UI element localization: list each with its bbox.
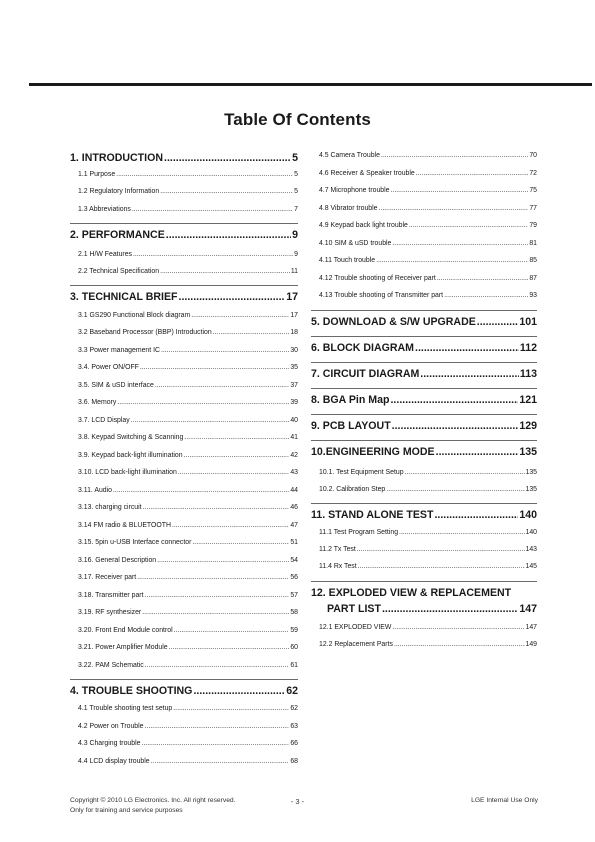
toc-subentry[interactable] xyxy=(70,539,298,549)
toc-entry-title: 3.19. RF synthesizer xyxy=(78,609,142,616)
toc-page-number: 140 xyxy=(519,509,537,521)
toc-dot-leader xyxy=(193,685,285,697)
toc-dot-leader xyxy=(184,452,290,459)
toc-entry-title: 3.5. SIM & uSD interface xyxy=(78,382,154,389)
toc-dot-leader xyxy=(174,627,290,634)
toc-dot-leader xyxy=(133,251,293,258)
toc-entry-title: 3.21. Power Amplifier Module xyxy=(78,644,168,651)
toc-subentry[interactable] xyxy=(70,469,298,479)
toc-subentry[interactable] xyxy=(70,644,298,654)
toc-dot-leader xyxy=(420,368,519,380)
toc-subentry[interactable] xyxy=(311,205,537,215)
toc-page-number: 70 xyxy=(529,152,537,159)
toc-page-number: 61 xyxy=(290,662,298,669)
toc-subentry[interactable] xyxy=(311,292,537,302)
toc-dot-leader xyxy=(145,662,290,669)
toc-dot-leader xyxy=(378,205,528,212)
toc-entry-title: 11.1 Test Program Setting xyxy=(319,529,399,536)
toc-subentry[interactable] xyxy=(70,382,298,392)
toc-page-number: 30 xyxy=(290,347,298,354)
footer-classification: LGE Internal Use Only xyxy=(471,797,538,804)
toc-subentry[interactable] xyxy=(311,624,537,634)
toc-dot-leader xyxy=(131,417,290,424)
toc-page-number: 113 xyxy=(519,368,537,380)
toc-entry-title: 4.1 Trouble shooting test setup xyxy=(78,705,173,712)
toc-section-entry[interactable] xyxy=(70,152,298,167)
toc-separator-rule xyxy=(311,310,537,311)
toc-page-number: 18 xyxy=(290,329,298,336)
toc-subentry[interactable] xyxy=(70,206,298,216)
toc-dot-leader xyxy=(376,257,528,264)
toc-subentry[interactable] xyxy=(311,152,537,162)
toc-page-number: 147 xyxy=(519,603,537,615)
toc-subentry[interactable] xyxy=(70,627,298,637)
toc-entry-title: 10.ENGINEERING MODE xyxy=(311,446,435,458)
toc-subentry[interactable] xyxy=(70,487,298,497)
toc-page-number: 51 xyxy=(290,539,298,546)
toc-page-number: 17 xyxy=(286,291,298,303)
toc-subentry[interactable] xyxy=(70,268,298,278)
toc-dot-leader xyxy=(132,206,293,213)
toc-dot-leader xyxy=(143,504,290,511)
toc-subentry[interactable] xyxy=(70,504,298,514)
toc-section-entry[interactable] xyxy=(311,603,537,618)
toc-subentry[interactable] xyxy=(311,170,537,180)
toc-subentry[interactable] xyxy=(70,364,298,374)
toc-subentry[interactable] xyxy=(70,452,298,462)
toc-separator-rule xyxy=(311,440,537,441)
toc-dot-leader xyxy=(409,222,528,229)
toc-subentry[interactable] xyxy=(70,399,298,409)
toc-dot-leader xyxy=(444,292,528,299)
toc-dot-leader xyxy=(213,329,290,336)
toc-dot-leader xyxy=(140,364,289,371)
toc-page-number: 59 xyxy=(290,627,298,634)
toc-entry-title: 4.8 Vibrator trouble xyxy=(319,205,378,212)
toc-page-number: 7 xyxy=(294,206,298,213)
toc-entry-title: 6. BLOCK DIAGRAM xyxy=(311,342,414,354)
toc-page-number: 54 xyxy=(290,557,298,564)
toc-dot-leader xyxy=(390,187,528,194)
toc-subentry[interactable] xyxy=(70,329,298,339)
toc-page-number: 11 xyxy=(290,268,298,275)
toc-dot-leader xyxy=(184,434,289,441)
toc-page-number: 87 xyxy=(529,275,537,282)
toc-dot-leader xyxy=(166,229,291,241)
toc-dot-leader xyxy=(390,394,518,406)
toc-subentry[interactable] xyxy=(311,222,537,232)
toc-dot-leader xyxy=(157,557,289,564)
toc-subentry[interactable] xyxy=(311,529,537,539)
toc-page-number: 44 xyxy=(290,487,298,494)
toc-entry-title: 2.2 Technical Specification xyxy=(78,268,160,275)
toc-entry-title: 8. BGA Pin Map xyxy=(311,394,390,406)
toc-page-number: 42 xyxy=(290,452,298,459)
toc-entry-title: PART LIST xyxy=(327,603,381,615)
toc-page-number: 5 xyxy=(294,188,298,195)
toc-page-number: 63 xyxy=(290,723,298,730)
toc-page-number: 81 xyxy=(529,240,537,247)
toc-page-number: 9 xyxy=(294,251,298,258)
toc-dot-leader xyxy=(358,563,525,570)
toc-subentry[interactable] xyxy=(311,563,537,573)
toc-entry-title: 4.6 Receiver & Speaker trouble xyxy=(319,170,415,177)
toc-subentry[interactable] xyxy=(70,592,298,602)
toc-dot-leader xyxy=(116,171,293,178)
toc-dot-leader xyxy=(381,152,528,159)
toc-page-number: 40 xyxy=(290,417,298,424)
toc-subentry[interactable] xyxy=(70,417,298,427)
toc-page-number: 9 xyxy=(292,229,298,241)
toc-dot-leader xyxy=(434,509,518,521)
toc-entry-title: 12.2 Replacement Parts xyxy=(319,641,393,648)
toc-entry-title: 9. PCB LAYOUT xyxy=(311,420,391,432)
toc-dot-leader xyxy=(151,758,290,765)
toc-section-entry[interactable] xyxy=(311,420,537,435)
toc-subentry[interactable] xyxy=(70,574,298,584)
toc-dot-leader xyxy=(399,529,524,536)
footer-page-number: - 3 - xyxy=(290,797,305,806)
toc-subentry[interactable] xyxy=(311,257,537,267)
toc-page-number: 17 xyxy=(290,312,298,319)
toc-entry-title: 3.8. Keypad Switching & Scanning xyxy=(78,434,184,441)
toc-page-number: 121 xyxy=(519,394,537,406)
toc-dot-leader xyxy=(382,603,518,615)
toc-section-entry[interactable] xyxy=(70,229,298,244)
toc-section-entry[interactable] xyxy=(311,368,537,383)
toc-subentry[interactable] xyxy=(70,522,298,532)
toc-dot-leader xyxy=(172,522,289,529)
toc-page-number: 72 xyxy=(529,170,537,177)
toc-dot-leader xyxy=(160,188,293,195)
toc-page-number: 35 xyxy=(290,364,298,371)
page-title: Table Of Contents xyxy=(224,110,371,129)
toc-entry-title: 1.2 Regulatory Information xyxy=(78,188,160,195)
toc-page-number: 37 xyxy=(290,382,298,389)
toc-dot-leader xyxy=(164,152,291,164)
toc-subentry[interactable] xyxy=(70,557,298,567)
toc-entry-title: 3.10. LCD back-light illumination xyxy=(78,469,177,476)
toc-page-number: 140 xyxy=(525,529,537,536)
toc-dot-leader xyxy=(192,539,289,546)
toc-entry-title: 3. TECHNICAL BRIEF xyxy=(70,291,178,303)
toc-subentry[interactable] xyxy=(70,251,298,261)
toc-entry-title: 2. PERFORMANCE xyxy=(70,229,165,241)
toc-entry-title: 3.6. Memory xyxy=(78,399,117,406)
toc-subentry[interactable] xyxy=(311,275,537,285)
toc-section-entry[interactable] xyxy=(311,316,537,331)
toc-entry-title: 3.13. charging circuit xyxy=(78,504,142,511)
toc-entry-title: 4.10 SIM & uSD trouble xyxy=(319,240,392,247)
toc-dot-leader xyxy=(477,316,519,328)
toc-section-entry[interactable] xyxy=(70,291,298,306)
toc-page-number: 5 xyxy=(292,152,298,164)
toc-dot-leader xyxy=(405,469,525,476)
toc-entry-title: 1.1 Purpose xyxy=(78,171,116,178)
toc-entry-title: 4.7 Microphone trouble xyxy=(319,187,390,194)
toc-page-number: 135 xyxy=(519,446,537,458)
toc-separator-rule xyxy=(311,388,537,389)
toc-entry-title: 4.13 Trouble shooting of Transmitter part xyxy=(319,292,444,299)
toc-page-number: 58 xyxy=(290,609,298,616)
toc-entry-title: 1. INTRODUCTION xyxy=(70,152,163,164)
toc-page-number: 101 xyxy=(519,316,537,328)
toc-entry-title: 12.1 EXPLODED VIEW xyxy=(319,624,392,631)
top-rule xyxy=(29,83,592,86)
toc-entry-title: 4.3 Charging trouble xyxy=(78,740,141,747)
footer-copyright-line1: Copyright © 2010 LG Electronics. Inc. All right reserved. xyxy=(70,797,236,804)
toc-page-number: 77 xyxy=(529,205,537,212)
toc-dot-leader xyxy=(117,399,289,406)
toc-page-number: 85 xyxy=(529,257,537,264)
toc-subentry[interactable] xyxy=(70,171,298,181)
toc-subentry[interactable] xyxy=(70,740,298,750)
toc-separator-rule xyxy=(311,362,537,363)
toc-entry-title: 3.1 GS290 Functional Block diagram xyxy=(78,312,191,319)
toc-page-number: 56 xyxy=(290,574,298,581)
toc-separator-rule xyxy=(70,679,298,680)
toc-entry-title: 4. TROUBLE SHOOTING xyxy=(70,685,193,697)
toc-subentry[interactable] xyxy=(311,187,537,197)
toc-entry-title: 3.22. PAM Schematic xyxy=(78,662,144,669)
toc-separator-rule xyxy=(70,223,298,224)
toc-section-entry[interactable] xyxy=(311,342,537,357)
toc-subentry[interactable] xyxy=(70,723,298,733)
footer-copyright-line2: Only for training and service purposes xyxy=(70,807,183,814)
toc-entry-title: 7. CIRCUIT DIAGRAM xyxy=(311,368,420,380)
toc-page-number: 135 xyxy=(525,486,537,493)
toc-page-number: 129 xyxy=(519,420,537,432)
toc-dot-leader xyxy=(141,740,289,747)
toc-dot-leader xyxy=(142,609,289,616)
toc-entry-title: 3.14 FM radio & BLUETOOTH xyxy=(78,522,171,529)
toc-subentry[interactable] xyxy=(311,641,537,651)
toc-page-number: 147 xyxy=(525,624,537,631)
toc-dot-leader xyxy=(145,723,290,730)
toc-dot-leader xyxy=(179,291,286,303)
toc-dot-leader xyxy=(178,469,290,476)
toc-entry-title: 2.1 H/W Features xyxy=(78,251,132,258)
toc-dot-leader xyxy=(394,641,525,648)
toc-page-number: 75 xyxy=(529,187,537,194)
toc-dot-leader xyxy=(173,705,289,712)
toc-dot-leader xyxy=(145,592,290,599)
toc-entry-title: 10.2. Calibration Step xyxy=(319,486,386,493)
toc-subentry[interactable] xyxy=(311,546,537,556)
toc-subentry[interactable] xyxy=(311,240,537,250)
toc-separator-rule xyxy=(311,336,537,337)
toc-page-number: 68 xyxy=(290,758,298,765)
toc-dot-leader xyxy=(392,240,528,247)
toc-separator-rule xyxy=(70,285,298,286)
toc-subentry[interactable] xyxy=(70,609,298,619)
toc-entry-title: 4.11 Touch trouble xyxy=(319,257,376,264)
toc-dot-leader xyxy=(161,347,289,354)
toc-entry-title: 1.3 Abbreviations xyxy=(78,206,131,213)
toc-entry-title: 11.2 Tx Test xyxy=(319,546,356,553)
toc-entry-title: 10.1. Test Equipment Setup xyxy=(319,469,404,476)
toc-entry-title: 11.4 Rx Test xyxy=(319,563,357,570)
toc-section-entry[interactable] xyxy=(311,587,537,602)
toc-dot-leader xyxy=(137,574,289,581)
toc-dot-leader xyxy=(436,446,519,458)
toc-dot-leader xyxy=(191,312,289,319)
toc-section-entry[interactable] xyxy=(311,446,537,461)
toc-entry-title: 3.17. Receiver part xyxy=(78,574,137,581)
toc-entry-title: 12. EXPLODED VIEW & REPLACEMENT xyxy=(311,587,512,599)
toc-dot-leader xyxy=(392,420,519,432)
toc-subentry[interactable] xyxy=(70,705,298,715)
toc-page-number: 41 xyxy=(290,434,298,441)
toc-entry-title: 3.15. 5pin u-USB Interface connector xyxy=(78,539,192,546)
toc-page-number: 57 xyxy=(290,592,298,599)
toc-page-number: 46 xyxy=(290,504,298,511)
toc-page-number: 62 xyxy=(286,685,298,697)
toc-dot-leader xyxy=(392,624,524,631)
toc-dot-leader xyxy=(169,644,290,651)
toc-section-entry[interactable] xyxy=(70,685,298,700)
toc-separator-rule xyxy=(311,414,537,415)
toc-section-entry[interactable] xyxy=(311,394,537,409)
toc-entry-title: 4.2 Power on Trouble xyxy=(78,723,144,730)
toc-page-number: 47 xyxy=(290,522,298,529)
toc-page-number: 66 xyxy=(290,740,298,747)
toc-subentry[interactable] xyxy=(70,758,298,768)
toc-section-entry[interactable] xyxy=(311,509,537,524)
toc-entry-title: 4.5 Camera Trouble xyxy=(319,152,380,159)
toc-dot-leader xyxy=(357,546,525,553)
toc-separator-rule xyxy=(311,581,537,582)
toc-entry-title: 3.20. Front End Module control xyxy=(78,627,173,634)
toc-page-number: 62 xyxy=(290,705,298,712)
toc-page-number: 79 xyxy=(529,222,537,229)
toc-entry-title: 11. STAND ALONE TEST xyxy=(311,509,434,521)
toc-subentry[interactable] xyxy=(70,312,298,322)
toc-entry-title: 3.2 Baseband Processor (BBP) Introduction xyxy=(78,329,212,336)
toc-entry-title: 4.12 Trouble shooting of Receiver part xyxy=(319,275,436,282)
toc-dot-leader xyxy=(113,487,289,494)
toc-subentry[interactable] xyxy=(70,188,298,198)
toc-subentry[interactable] xyxy=(311,486,537,496)
toc-page-number: 43 xyxy=(290,469,298,476)
toc-subentry[interactable] xyxy=(70,662,298,672)
toc-subentry[interactable] xyxy=(311,469,537,479)
toc-entry-title: 3.7. LCD Display xyxy=(78,417,130,424)
toc-dot-leader xyxy=(386,486,524,493)
toc-dot-leader xyxy=(416,170,529,177)
toc-subentry[interactable] xyxy=(70,434,298,444)
toc-page-number: 149 xyxy=(525,641,537,648)
toc-entry-title: 4.4 LCD display trouble xyxy=(78,758,150,765)
toc-entry-title: 3.9. Keypad back-light illumination xyxy=(78,452,183,459)
toc-dot-leader xyxy=(160,268,290,275)
toc-dot-leader xyxy=(437,275,529,282)
toc-entry-title: 3.16. General Description xyxy=(78,557,157,564)
toc-subentry[interactable] xyxy=(70,347,298,357)
toc-dot-leader xyxy=(415,342,519,354)
toc-separator-rule xyxy=(311,503,537,504)
toc-page-number: 39 xyxy=(290,399,298,406)
toc-page-number: 5 xyxy=(294,171,298,178)
toc-page-number: 60 xyxy=(290,644,298,651)
toc-page-number: 135 xyxy=(525,469,537,476)
toc-entry-title: 5. DOWNLOAD & S/W UPGRADE xyxy=(311,316,476,328)
toc-dot-leader xyxy=(155,382,289,389)
toc-page-number: 112 xyxy=(519,342,537,354)
toc-page-number: 145 xyxy=(525,563,537,570)
toc-entry-title: 3.18. Transmitter part xyxy=(78,592,144,599)
toc-entry-title: 3.4. Power ON/OFF xyxy=(78,364,139,371)
toc-page-number: 143 xyxy=(525,546,537,553)
toc-entry-title: 3.3 Power management IC xyxy=(78,347,160,354)
toc-page-number: 93 xyxy=(529,292,537,299)
toc-entry-title: 4.9 Keypad back light trouble xyxy=(319,222,408,229)
toc-entry-title: 3.11. Audio xyxy=(78,487,112,494)
